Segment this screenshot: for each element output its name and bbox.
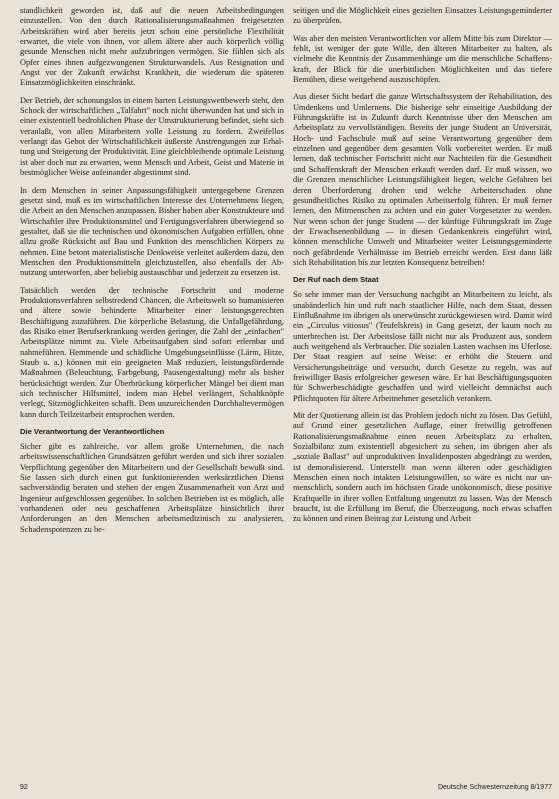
page-number: 92 [20,784,28,791]
paragraph: In dem Menschen in seiner Anpassungsfähigkeit untergegebene Grenzen gesetzt sind, muß es im wirtschaftlichen Interesse des Unternehmens liegen, die Arbeit an den Menschen anzupassen. Bisher haben aber Konstrukteure und Wirtschaftler ihre Produktionsmittel und Fertigungsverfahren überwiegend so gestaltet, daß sie die technischen und ökonomischen Aufgaben erfüllen, ohne allzu große Rücksicht auf Bau und Funktion des menschlichen Körpers zu nehmen. Eine betont materialistische Denkweise verleitet außerdem dazu, den Menschen den Produktionsmitteln gleichzustellen, also ebenfalls der Abnutzung unterworfen, aber beliebig austauschbar und jederzeit zu ersetzen ist. [20,185,284,278]
journal-name: Deutsche Schwesternzeitung 8/1977 [437,784,552,791]
paragraph: Sicher gibt es zahlreiche, vor allem große Unternehmen, die nach arbeitswissenschaftlichen Grundsätzen geführt werden und sich ihrer sozialen Verpflichtung gegenüber den Mitarbeitern und der Gesellschaft bewußt sind. Sie lassen sich durch einen gut funktionierenden werksärztlichen Dienst sachverständig beraten und stehen der engen Zusammenarbeit von Arzt und Ingenieur aufgeschlossen gegenüber. In solchen Betrieben ist es möglich, alle vorhandenen oder neu geschaffenen Arbeitsplätze hinsichtlich ihrer Anforderungen an den Menschen arbeitsmedizinisch zu analysieren, Schadenspotenzen zu be- [20,442,284,534]
right-column [293,6,552,532]
paragraph: Tatsächlich werden der technische Fortschritt und moderne Produktionsverfahren selbstredend Chancen, die Arbeitswelt so humanisieren und ältere sowie behinderte Mitarbeiter einer leistungsgerechten Beschäftigung zuzuführen. Die körperliche Belastung, die Unfallgefährdung, das Risiko einer Berufserkrankung werden geringer, die Zahl der „einfachen" Arbeitsplätze nimmt zu. Viele Arbeitsaufgaben sind sofort erlernbar und nahmeführen. Hemmende und schädliche Umgebungseinflüsse (Lärm, Hitze, Staub u. a.) können mit ein geeigneten Maß reduziert, leistungsfördernde Maßnahmen (Beleuchtung, Farbgebung, Pausengestaltung) mehr als bisher berücksichtigt werden. Zur Überbrückung körperlicher Mängel bei dient man sich technischer Hilfsmittel, indem man Hebel verlängert, Schaltknöpfe verlegt, Sitzmöglichkeiten schafft. Dem unzureichenden Durchhaltevermögen kann durch Teilzeitarbeit entsprochen werden. [20,285,284,419]
section-heading: Der Ruf nach dem Staat [293,275,379,285]
section-heading: Die Verantwortung der Verantwortlichen [20,427,165,437]
paragraph: standlichkeit geworden ist, daß auf die neuen Arbeitsbedingungen einzustellen. Von den durch Rationalisierungsmaßnahmen freigesetzten Arbeitskräften wird aber bereits jetzt schon eine persönliche Flexibilität erwartet, die viele von ihnen, vor allem ältere aber auch körperlich völlig gesunde Menschen nicht mehr aufzubringen vermögen. Sie fühlen sich als Opfer eines ihnen aufgezwungenen Strukturwandels. Aus Resignation und Angst vor der Zukunft erwächst Krankheit, die wiederum die späteren Einsatzmöglichkeiten einschränkt. [20,6,284,88]
paragraph: Der Betrieb, der schonungslos in einem harten Leistungswettbewerb steht, den Schock der wirtschaftlichen „Talfahrt" noch nicht überwunden hat und sich in einer existentiell bedrohlichen Phase der Umstrukturierung befindet, sieht sich veranlaßt, von allen Mitarbeitern volle Leistung zu fordern. Zweifellos verlangt das Gebot der Wirtschaftlichkeit äußerste Anstrengungen zur Erhaltung und Steigerung der Produktivität. Eine gleichbleibende optimale Leistung ist aber doch nur zu erwarten, wenn Mensch und Arbeit, Geist und Materie in bestmöglicher Weise aufeinander abgestimmt sind. [20,95,284,178]
paragraph: Mit der Quotierung allein ist das Problem jedoch nicht zu lösen. Das Gefühl, auf Grund einer gesetzlichen Auflage, einer freiwillig getroffenen Rationalisierungsmaßnahme einen neuen Arbeitsplatz zu erhalten, Sozialbilanz zum existentiell abgesichert zu sehen, im übrigen aber als „soziale Ballast" auf unproduktiven Invalidenposten abgedrängt zu werden, ist demoralisierend. Unterstellt man wenn älteren oder geschädigten Menschen einen noch intakten Leistungswillen, so wäre es nicht nur unmenschlich, sondern auch im höchsten Grade unökonomisch, diese positive Kraftquelle in ihrer vollen Entfaltung ungenutzt zu lassen. Was der Mensch braucht, ist die Erfüllung im Beruf, die Überzeugung, noch etwas schaffen zu können und einen Beitrag zur Leistung und Arbeit [293,411,552,524]
paragraph: seitigen und die Möglichkeit eines gezielten Einsatzes Leistungsgeminderter zu überprüfen. [293,6,552,26]
paragraph: So sehr immer man der Versuchung nachgibt an Mitarbeitern zu leicht, als unabänderlich hin und ruft nach staatlicher Hilfe, nach dem Staat, dessen Einflußnahme im übrigen als unerwünscht zurückgewiesen wird. Damit wird ein „Circulus vitiosus" (Teufelskreis) in Gang gesetzt, der kaum noch zu unterbrechen ist. Der Arbeitslose fällt nicht nur als Produzent aus, sondern auch weitgehend als Verbraucher. Die sozialen Lasten wachsen ins Uferlose. Der Staat reagiert auf seine Weise: er erhöht die Steuern und Versicherungsbeiträge und versucht, durch Gesetze zu regeln, was auf freiwilliger Basis erfolgreicher gewesen wäre. Er hat Beschäftigungsquoten für Schwerbeschädigte geschaffen und wird vielleicht demnächst auch Pflichtquoten für ältere Arbeitnehmer gesetzlich verankern. [293,290,552,403]
page-footer [20,784,552,791]
paragraph: Was aber den meisten Verantwortlichen vor allem Mitte bis zum Direktor — fehlt, ist weniger der gute Wille, den älteren Mitarbeiter zu halten, als vielmehr die Kenntnis der Zusammenhänge um die menschliche Schaffenskraft, der Blick für die unerbittlichen Möglichkeiten und das tiefere Bemühen, diese weitgehend auszuschöpfen. [293,33,552,85]
paragraph: Aus dieser Sicht bedarf die ganze Wirtschaftssystem der Rehabilitation, des Umdenkens und Umlernens. Die bisherige sehr einseitige Ausbildung der Führungskräfte ist in Zukunft durch Kenntnisse über den Menschen am Arbeitsplatz zu vervollständigen. Bereits der junge Student an Universität, Hoch- und Fachschule muß auf seine Verantwortung gegenüber dem einzelnen und gegenüber dem gesamten Volk vorbereitet werden. Er muß lernen, daß technischer Fortschritt nicht nur Nachteilen für die Gesundheit und Schaffenskraft der Menschen erkauft werden darf. Er muß wissen, wo die Grenzen menschlicher Leistungsfähigkeit liegen, welche Gefahren bei deren Überforderung drohen und welche Arbeiterschaden ohne gesundheitliches Risiko zu optimalen Arbeitserfolg führen. Er muß ferner lernen, den Mitmenschen zu achten und ein guter Vorgesetzter zu werden. Nur wenn schon der junge Student — der künftige Führungskraft im Zuge der Erwachsenenbildung — in diesen Gedankenkreis eingeführt wird, können menschliche Umwelt und Mitarbeiter weiter Leistungsgeminderte noch gefährdende Verhältnisse im Betrieb erreicht werden. Erst dann läßt sich Rehabilitation bis zur letzten Konsequenz betreiben! [293,92,552,267]
left-column [20,6,284,542]
